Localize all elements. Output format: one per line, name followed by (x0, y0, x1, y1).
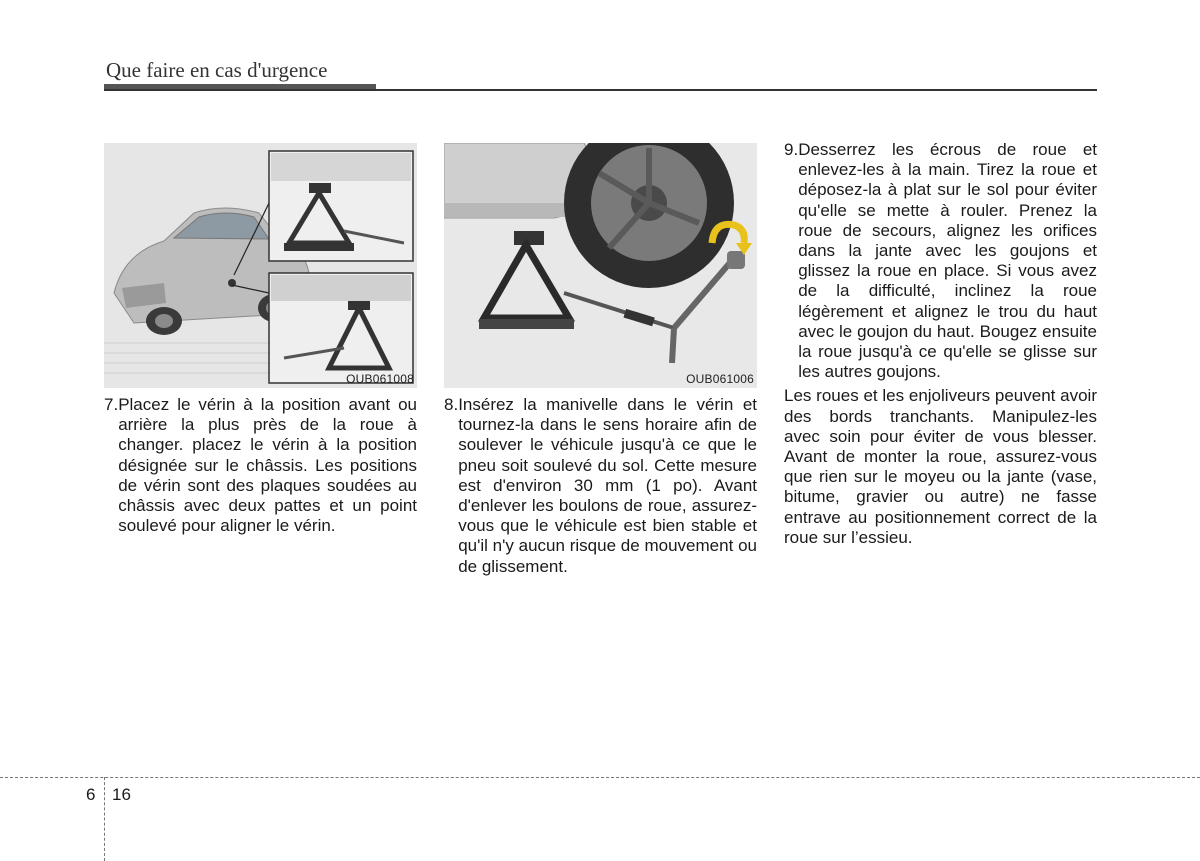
jack-position-illustration (104, 143, 417, 388)
column-left-text (104, 395, 417, 536)
step-7 (104, 395, 417, 536)
column-middle-text (444, 395, 757, 577)
page-number: 16 (112, 785, 131, 804)
footer-divider (104, 777, 105, 861)
step-9 (784, 140, 1097, 382)
step-7-number: 7. (104, 395, 119, 414)
footer-rule (0, 777, 1200, 778)
step-9-number: 9. (784, 140, 799, 159)
step-8-text: Insérez la manivelle dans le vérin et tournez-la dans le sens horaire afin de soulever le véhicule jusqu'à ce que le pneu soit soulevé du sol. Cette mesure est d'environ 30 mm (1 po). Avant d'enlever les boulons de roue, assurez-vous que le véhicule est bien stable et qu'il n'y aucun risque de mouvement ou de glissement. (458, 395, 757, 576)
figure-code-middle: OUB061006 (686, 372, 754, 386)
chapter-number: 6 (86, 785, 96, 804)
figure-code-left: OUB061008 (346, 372, 414, 386)
step-8-number: 8. (444, 395, 459, 414)
column-right-text (784, 140, 1097, 548)
jack-crank-illustration (444, 143, 757, 388)
step-9-text: Desserrez les écrous de roue et enlevez-les à la main. Tirez la roue et déposez-la à plat sur le sol pour éviter qu'elle se mette à rouler. Prenez la roue de secours, alignez les orifices dans la jante avec les goujons et glissez la roue en place. Si vous avez de la difficulté, inclinez la roue légèrement et alignez le trou du haut avec le goujon du haut. Bougez ensuite la roue jusqu'à ce qu'elle se glisse sur les autres goujons. (798, 140, 1097, 382)
step-8 (444, 395, 757, 577)
step-7-text: Placez le vérin à la position avant ou arrière la plus près de la roue à changer. placez le vérin à la position désignée sur le châssis. Les positions de vérin sont des plaques soudées au châssis avec deux pattes et un point soulevé pour aligner le vérin. (118, 395, 417, 536)
section-title: Que faire en cas d'urgence (106, 58, 328, 82)
warning-note: Les roues et les enjoliveurs peuvent avoir des bords tranchants. Manipulez-les avec soin pour éviter de vous blesser. Avant de monter la roue, assurez-vous que rien sur le moyeu ou la jante (vase, bitume, gravier ou autre) ne fasse entrave au positionnement correct de la roue sur l’essieu. (784, 386, 1097, 547)
header-rule (104, 89, 1097, 91)
